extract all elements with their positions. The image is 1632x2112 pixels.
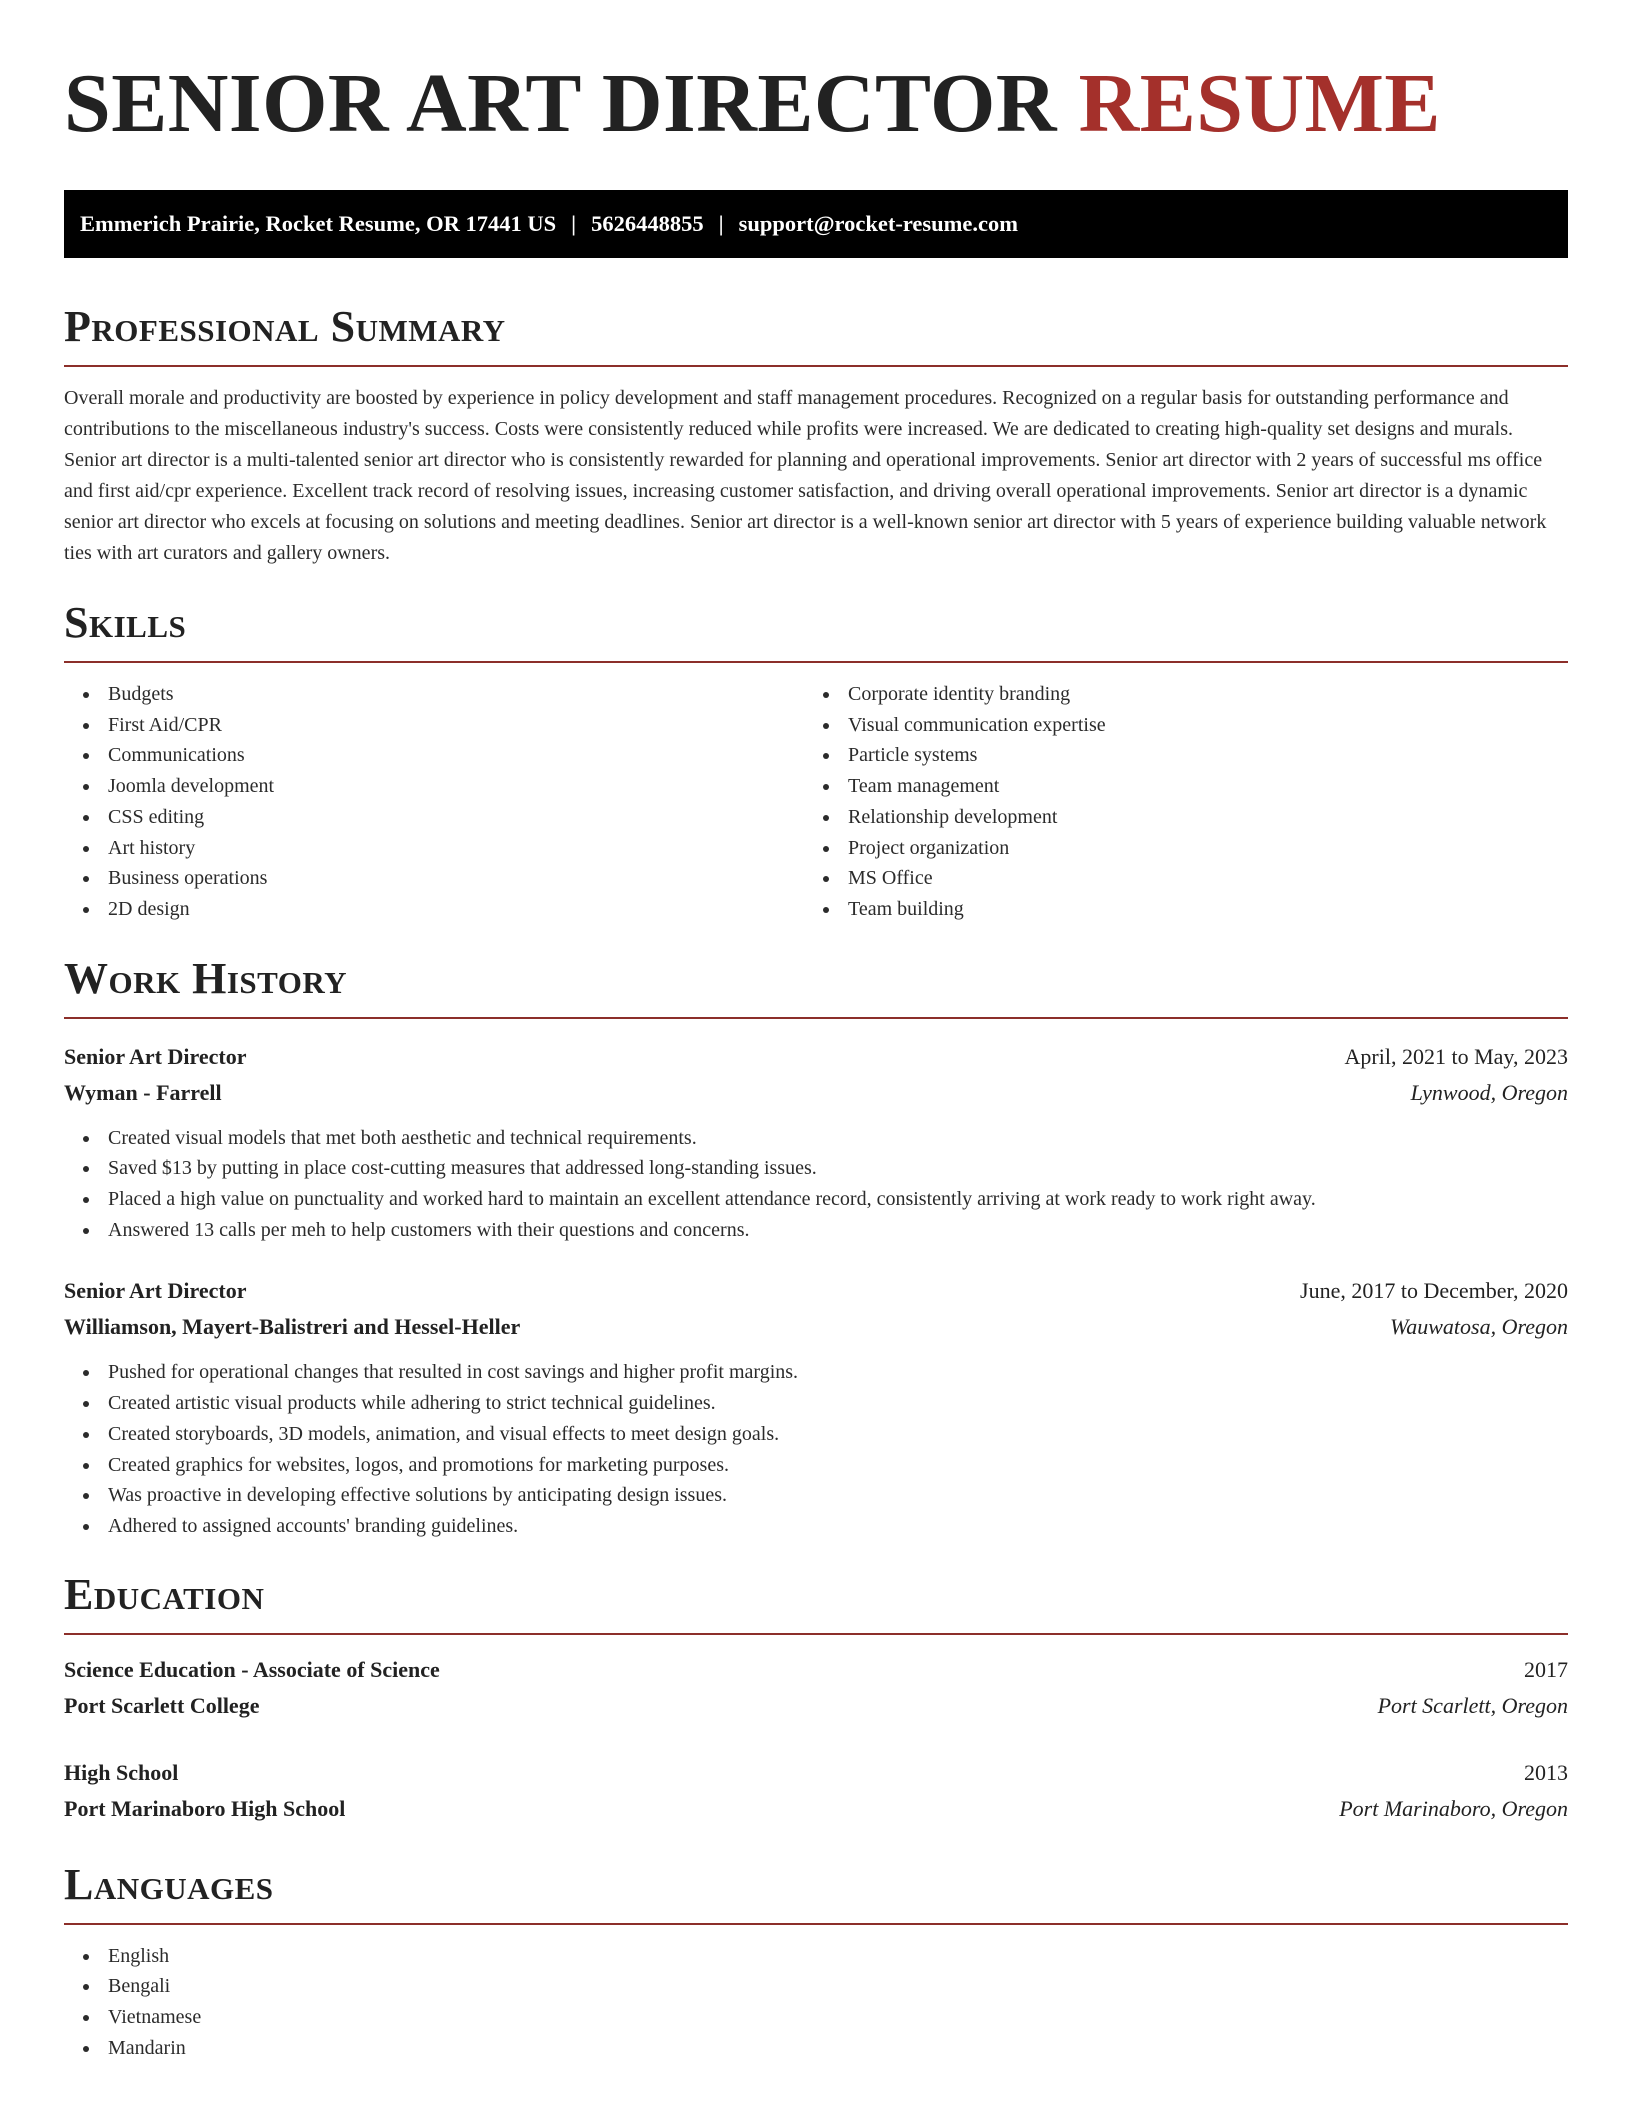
job-dates: June, 2017 to December, 2020 xyxy=(1300,1278,1568,1304)
language-item: Vietnamese xyxy=(64,2002,1568,2033)
skill-item: Particle systems xyxy=(804,740,1544,771)
job-duty: Created visual models that met both aesthetic and technical requirements. xyxy=(64,1123,1568,1154)
education-entry xyxy=(64,1652,1568,1724)
skill-item: Art history xyxy=(64,833,804,864)
language-item: Mandarin xyxy=(64,2033,1568,2064)
contact-bar xyxy=(64,190,1568,258)
skill-item: Budgets xyxy=(64,679,804,710)
education-degree: Science Education - Associate of Science xyxy=(64,1656,440,1682)
work-entry-subheader xyxy=(64,1075,1568,1111)
skill-item: CSS editing xyxy=(64,802,804,833)
skill-item: Project organization xyxy=(804,833,1544,864)
section-heading-languages: Languages xyxy=(64,1859,274,1909)
education-school: Port Scarlett College xyxy=(64,1692,260,1718)
contact-separator: | xyxy=(571,211,577,236)
education-entry-header xyxy=(64,1652,1568,1688)
section-heading-skills: Skills xyxy=(64,598,187,647)
education-year: 2013 xyxy=(1524,1759,1568,1785)
skill-item: Corporate identity branding xyxy=(804,679,1544,710)
skill-item: Team building xyxy=(804,894,1544,925)
work-entry xyxy=(64,1273,1568,1541)
skill-item: Joomla development xyxy=(64,771,804,802)
section-divider xyxy=(64,1633,1568,1635)
skill-item: Communications xyxy=(64,740,804,771)
skill-item: Business operations xyxy=(64,863,804,894)
education-entry-subheader xyxy=(64,1688,1568,1724)
job-duty: Created storyboards, 3D models, animation, and visual effects to meet design goals. xyxy=(64,1419,1568,1450)
resume-title-main: SENIOR ART DIRECTOR xyxy=(64,57,1058,150)
education-location: Port Scarlett, Oregon xyxy=(1377,1692,1568,1718)
job-duty: Created artistic visual products while adhering to strict technical guidelines. xyxy=(64,1388,1568,1419)
job-dates: April, 2021 to May, 2023 xyxy=(1344,1043,1568,1069)
languages-list xyxy=(64,1941,1568,2064)
section-divider xyxy=(64,365,1568,367)
skill-item: Team management xyxy=(804,771,1544,802)
work-entry-subheader xyxy=(64,1309,1568,1345)
section-heading-education: Education xyxy=(64,1569,265,1619)
skills-list xyxy=(64,679,1568,925)
section-divider xyxy=(64,661,1568,663)
section-divider xyxy=(64,1017,1568,1019)
skill-item: First Aid/CPR xyxy=(64,710,804,741)
job-duty: Pushed for operational changes that resulted in cost savings and higher profit margins. xyxy=(64,1357,1568,1388)
job-title: Senior Art Director xyxy=(64,1278,247,1304)
skills-column-left xyxy=(64,679,804,925)
job-duty: Adhered to assigned accounts' branding guidelines. xyxy=(64,1511,1568,1542)
section-divider xyxy=(64,1923,1568,1925)
resume-title xyxy=(64,54,1568,154)
section-heading-work-history: Work History xyxy=(64,953,348,1003)
language-item: English xyxy=(64,1941,1568,1972)
work-entry xyxy=(64,1039,1568,1246)
education-entry-subheader xyxy=(64,1791,1568,1827)
education-entry xyxy=(64,1755,1568,1827)
skill-item: MS Office xyxy=(804,863,1544,894)
job-duty: Was proactive in developing effective solutions by anticipating design issues. xyxy=(64,1480,1568,1511)
job-duty: Saved $13 by putting in place cost-cutting measures that addressed long-standing issues. xyxy=(64,1153,1568,1184)
resume-title-accent: RESUME xyxy=(1078,57,1441,150)
section-heading-summary: Professional Summary xyxy=(64,302,506,351)
work-entry-header xyxy=(64,1273,1568,1309)
contact-address: Emmerich Prairie, Rocket Resume, OR 17441 US xyxy=(80,211,557,236)
work-entry-header xyxy=(64,1039,1568,1075)
skill-item: Visual communication expertise xyxy=(804,710,1544,741)
education-entry-header xyxy=(64,1755,1568,1791)
skills-column-right xyxy=(804,679,1544,925)
skill-item: 2D design xyxy=(64,894,804,925)
job-duties-list xyxy=(64,1123,1568,1246)
contact-email[interactable]: support@rocket-resume.com xyxy=(738,211,1019,236)
education-degree: High School xyxy=(64,1759,179,1785)
job-duty: Answered 13 calls per meh to help customers with their questions and concerns. xyxy=(64,1215,1568,1246)
contact-phone[interactable]: 5626448855 xyxy=(591,211,704,236)
skill-item: Relationship development xyxy=(804,802,1544,833)
job-location: Lynwood, Oregon xyxy=(1410,1079,1568,1105)
education-location: Port Marinaboro, Oregon xyxy=(1339,1795,1568,1821)
education-school: Port Marinaboro High School xyxy=(64,1795,346,1821)
job-duty: Created graphics for websites, logos, and promotions for marketing purposes. xyxy=(64,1450,1568,1481)
job-company: Wyman - Farrell xyxy=(64,1079,222,1105)
job-company: Williamson, Mayert-Balistreri and Hessel-Heller xyxy=(64,1314,521,1340)
language-item: Bengali xyxy=(64,1971,1568,2002)
job-location: Wauwatosa, Oregon xyxy=(1389,1314,1568,1340)
summary-text: Overall morale and productivity are boosted by experience in policy development and staff management procedures. Recognized on a regular basis for outstanding performance and contributions to the miscellaneous industry's success. Costs were consistently reduced while profits were increased. We are dedicated to creating high-quality set designs and murals. Senior art director is a multi-talented senior art director who is consistently rewarded for planning and operational improvements. Senior art director with 2 years of successful ms office and first aid/cpr experience. Excellent track record of resolving issues, increasing customer satisfaction, and driving overall operational improvements. Senior art director is a dynamic senior art director who excels at focusing on solutions and meeting deadlines. Senior art director is a well-known senior art director with 5 years of experience building valuable network ties with art curators and gallery owners. xyxy=(64,387,1547,564)
job-duties-list xyxy=(64,1357,1568,1541)
contact-separator: | xyxy=(718,211,724,236)
job-title: Senior Art Director xyxy=(64,1043,247,1069)
education-year: 2017 xyxy=(1524,1656,1568,1682)
job-duty: Placed a high value on punctuality and worked hard to maintain an excellent attendance record, consistently arriving at work ready to work right away. xyxy=(64,1184,1568,1215)
